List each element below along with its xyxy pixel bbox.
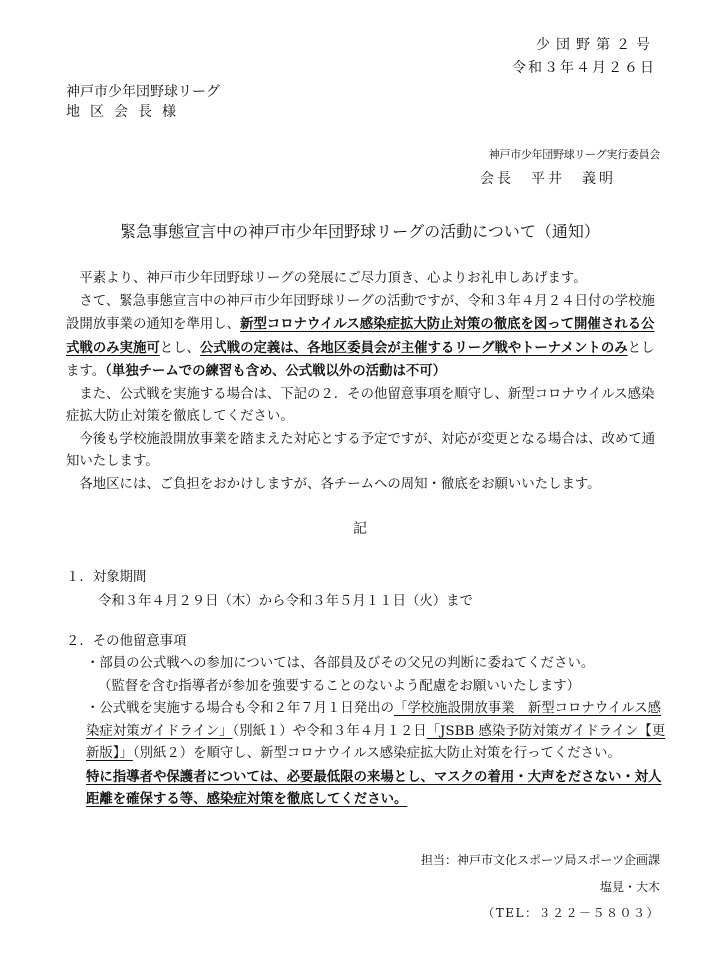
- list-item-participation-note: （監督を含む指導者が参加を強要することのないよう配慮をお願いいたします）: [98, 678, 581, 694]
- activity-end: とします。: [66, 340, 655, 379]
- document-title: 緊急事態宣言中の神戸市少年団野球リーグの活動について（通知）: [120, 222, 600, 241]
- activity-intro: さて、緊急事態宣言中の神戸市少年団野球リーグの活動ですが、令和３年４月２４日付の学校施設開放事業の通知を準用し、: [66, 293, 655, 332]
- contact-department: 担当：神戸市文化スポーツ局スポーツ企画課: [420, 853, 660, 867]
- list-item-participation: ・部員の公式戦への参加については、各部員及びその父兄の判断に委ねてください。: [86, 656, 595, 671]
- paragraph-greeting: 平素より、神戸市少年団野球リーグの発展にご尽力頂き、心よりお礼申しあげます。: [79, 271, 587, 286]
- list-item-guidelines: [86, 698, 666, 766]
- list-item-spectators: 特に指導者や保護者については、必要最低限の来場とし、マスクの着用・大声をださない・対人距離を確保する等、感染症対策を徹底してください。: [86, 768, 662, 807]
- recipient-organization: 神戸市少年団野球リーグ: [66, 84, 220, 100]
- guidelines-intro: ・公式戦を実施する場合も令和２年７月１日発出の: [86, 701, 394, 716]
- notes-list: [86, 653, 666, 811]
- paragraph-compliance: また、公式戦を実施する場合は、下記の２．その他留意事項を順守し、新型コロナウイルス感染症拡大防止対策を徹底してください。: [66, 386, 655, 424]
- sender-organization: 神戸市少年団野球リーグ実行委員会: [488, 148, 660, 161]
- official-game-definition: 公式戦の定義は、各地区委員会が主催するリーグ戦やトーナメントのみ: [199, 339, 628, 356]
- official-games-only: 新型コロナウイルス感染症拡大防止対策の徹底を図って開催される公式戦のみ実施可: [66, 316, 655, 356]
- paragraph-activity: [66, 291, 666, 384]
- practice-prohibited-note: （単独チームでの練習も含め、公式戦以外の活動は不可）: [105, 363, 447, 379]
- activity-connector: とし、: [159, 340, 200, 356]
- recipient-title: 地区会長様: [66, 104, 186, 120]
- school-facility-guideline: 「学校施設開放事業 新型コロナウイルス感染症対策ガイドライン」: [86, 701, 661, 739]
- contact-names: 塩見・大木: [599, 880, 660, 894]
- section2-heading: ２．その他留意事項: [66, 634, 187, 649]
- ki-heading: 記: [353, 521, 367, 537]
- document-date: 令和３年４月２６日: [512, 60, 656, 76]
- guidelines-middle: （別紙１）や令和３年４月１２日: [232, 723, 427, 739]
- jsbb-guideline: 「JSBB 感染予防対策ガイドライン【更新版】」: [86, 723, 666, 761]
- contact-telephone: （TEL：３２２－５８０３）: [482, 906, 660, 920]
- paragraph-request: 各地区には、ご負担をおかけしますが、各チームへの周知・徹底をお願いいたします。: [79, 476, 601, 492]
- notice-body: [66, 268, 666, 496]
- section1-heading: １．対象期間: [66, 570, 147, 585]
- sender-name: 会長 平井 義明: [480, 171, 616, 187]
- target-period: 令和３年４月２９日（木）から令和３年５月１１日（火）まで: [98, 594, 473, 609]
- guidelines-end: （別紙２）を順守し、新型コロナウイルス感染症拡大防止対策を行ってください。: [132, 746, 621, 761]
- paragraph-future: 今後も学校施設開放事業を踏まえた対応とする予定ですが、対応が変更となる場合は、改めて通知いたします。: [66, 431, 656, 469]
- document-number: 少団野第２号: [536, 37, 656, 53]
